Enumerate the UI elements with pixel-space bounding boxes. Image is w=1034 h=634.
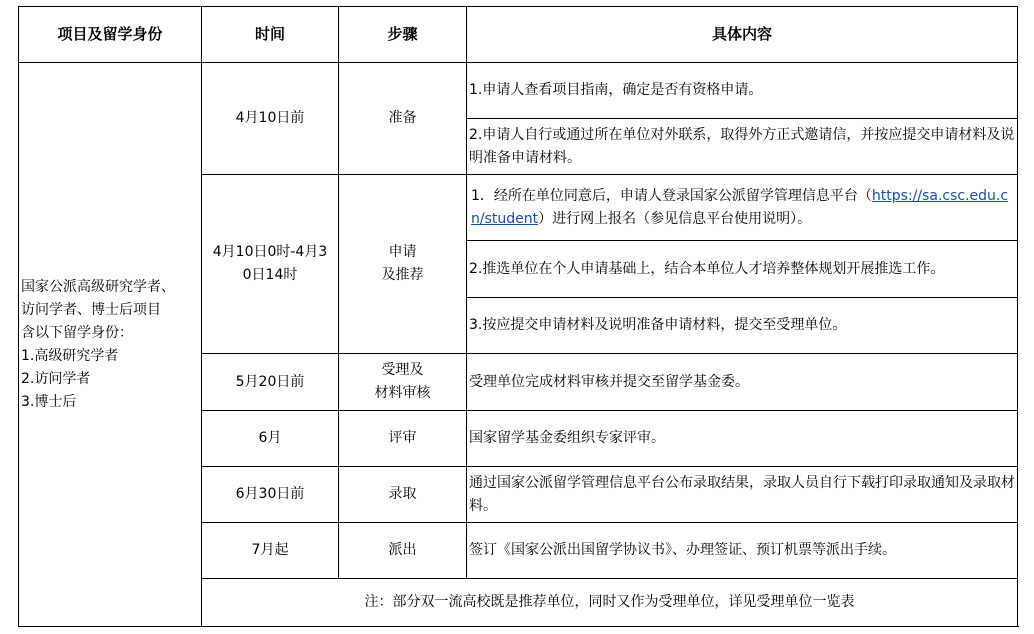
content-cell: 受理单位完成材料审核并提交至留学基金委。 [467,354,1018,411]
step-cell: 派出 [339,523,467,579]
step-cell: 申请 及推荐 [339,175,467,354]
header-identity: 项目及留学身份 [19,7,202,63]
identity-line: 访问学者、博士后项目 [21,301,161,318]
identity-line: 国家公派高级研究学者、 [21,278,175,295]
time-cell: 7月起 [202,523,339,579]
content-prefix: 1．经所在单位同意后，申请人登录国家公派留学管理信息平台（ [471,187,872,204]
header-time: 时间 [202,7,339,63]
schedule-table [18,6,1018,627]
header-step: 步骤 [339,7,467,63]
content-suffix: ）进行网上报名（参见信息平台使用说明）。 [538,210,812,227]
header-row [19,7,1018,63]
content-cell: 通过国家公派留学管理信息平台公布录取结果，录取人员自行下载打印录取通知及录取材料。 [467,467,1018,523]
time-cell: 6月 [202,411,339,467]
identity-line: 3.博士后 [21,393,77,410]
platform-link[interactable]: https://sa.csc.edu.cn/student [471,187,1009,227]
content-cell: 3.按应提交申请材料及说明准备申请材料，提交至受理单位。 [467,298,1018,354]
content-cell: 国家留学基金委组织专家评审。 [467,411,1018,467]
time-cell: 4月10日0时-4月30日14时 [202,175,339,354]
time-cell: 5月20日前 [202,354,339,411]
content-cell: 签订《国家公派出国留学协议书》、办理签证、预订机票等派出手续。 [467,523,1018,579]
step-cell: 录取 [339,467,467,523]
header-content: 具体内容 [467,7,1018,63]
identity-line: 含以下留学身份： [21,324,133,341]
content-cell [467,175,1018,241]
time-cell: 6月30日前 [202,467,339,523]
time-cell: 4月10日前 [202,63,339,175]
footnote: 注：部分双一流高校既是推荐单位，同时又作为受理单位，详见受理单位一览表 [202,579,1018,627]
content-cell: 2.申请人自行或通过所在单位对外联系，取得外方正式邀请信，并按应提交申请材料及说明准备申请材料。 [467,119,1018,175]
identity-line: 2.访问学者 [21,370,91,387]
step-cell: 受理及 材料审核 [339,354,467,411]
step-cell: 准备 [339,63,467,175]
step-cell: 评审 [339,411,467,467]
content-cell: 1.申请人查看项目指南，确定是否有资格申请。 [467,63,1018,119]
identity-cell [19,63,202,627]
identity-line: 1.高级研究学者 [21,347,119,364]
table-row [19,63,1018,119]
content-cell: 2.推选单位在个人申请基础上，结合本单位人才培养整体规划开展推选工作。 [467,241,1018,298]
